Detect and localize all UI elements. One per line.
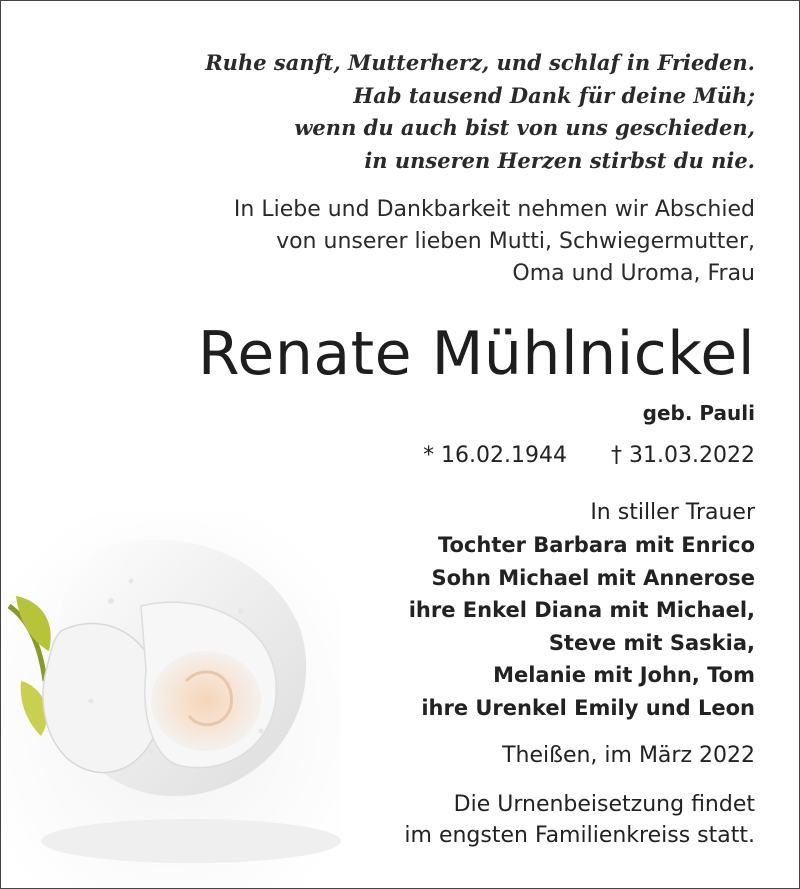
closing-line: im engsten Familienkreiss statt. — [404, 823, 755, 848]
intro-line: Oma und Uroma, Frau — [512, 261, 755, 286]
life-dates — [423, 441, 755, 471]
closing-note — [404, 789, 755, 851]
poem-line: in unseren Herzen stirbst du nie. — [364, 147, 755, 173]
intro-line: In Liebe und Dankbarkeit nehmen wir Abschied — [233, 197, 755, 222]
poem-line: Hab tausend Dank für deine Müh; — [353, 82, 755, 108]
poem — [205, 47, 755, 177]
intro-text — [234, 194, 755, 290]
birth-date: * 16.02.1944 — [423, 443, 568, 468]
poem-line: wenn du auch bist von uns geschieden, — [294, 115, 755, 140]
white-rose-icon — [1, 511, 341, 888]
closing-line: Die Urnenbeisetzung findet — [453, 792, 755, 817]
mourner-line: Tochter Barbara mit Enrico — [437, 533, 755, 557]
mourner-line: ihre Urenkel Emily und Leon — [421, 695, 755, 720]
mourner-list — [409, 529, 755, 725]
death-date: † 31.03.2022 — [611, 443, 755, 468]
maiden-name: geb. Pauli — [642, 401, 755, 425]
mourner-line: Steve mit Saskia, — [548, 630, 755, 655]
place-date: Theißen, im März 2022 — [502, 743, 755, 768]
mourner-line: ihre Enkel Diana mit Michael, — [408, 598, 755, 623]
poem-line: Ruhe sanft, Mutterherz, und schlaf in Frieden. — [205, 50, 755, 75]
intro-line: von unserer lieben Mutti, Schwiegermutter, — [276, 229, 755, 254]
deceased-name: Renate Mühlnickel — [197, 319, 755, 389]
mourning-title: In stiller Trauer — [590, 500, 755, 525]
mourner-line: Melanie mit John, Tom — [493, 663, 755, 688]
mourner-line: Sohn Michael mit Annerose — [431, 565, 755, 590]
